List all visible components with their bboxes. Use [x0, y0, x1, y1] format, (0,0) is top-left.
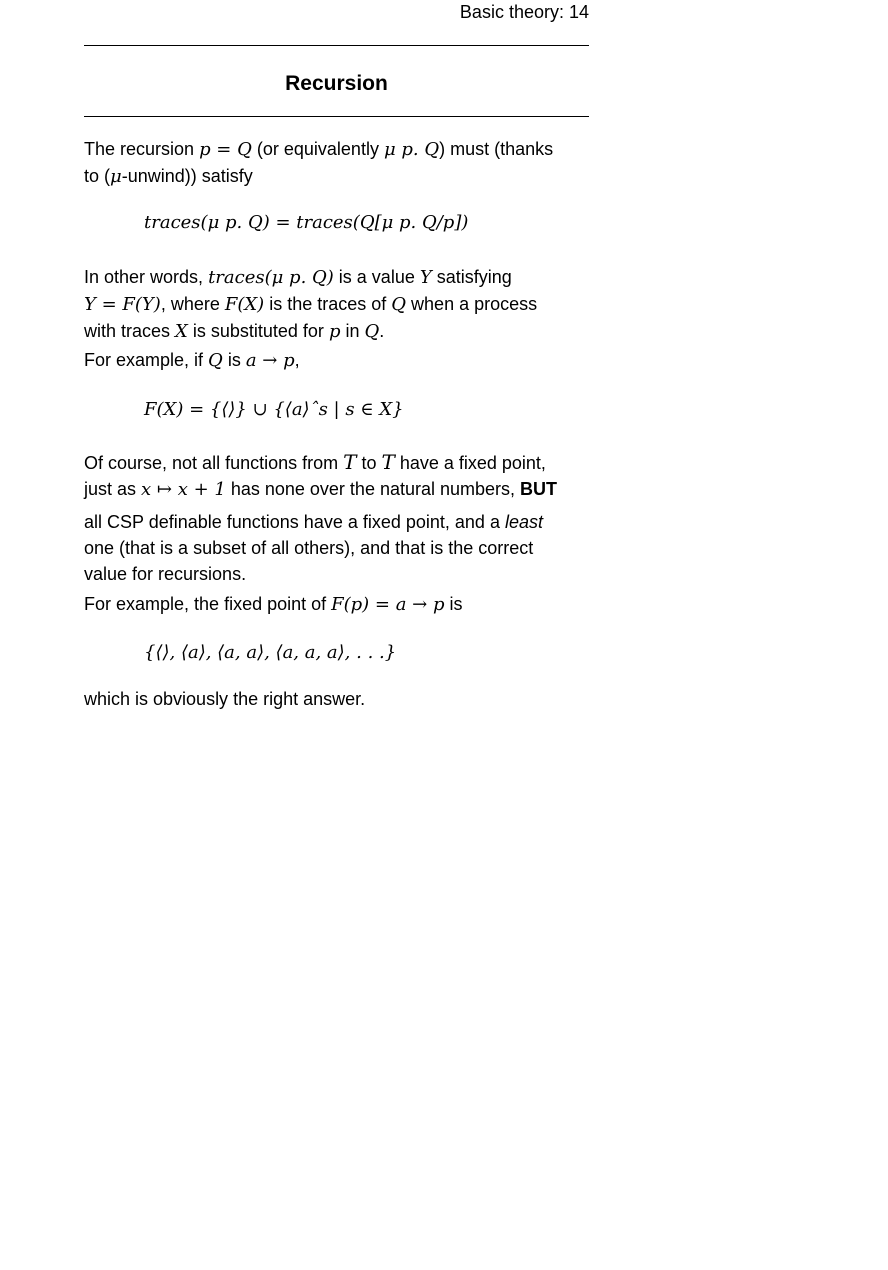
- display-equation-traces: traces(μ p. Q) = traces(Q[μ p. Q/p]): [144, 212, 469, 233]
- text-line: [84, 318, 594, 345]
- text: For example, the fixed point of: [84, 594, 332, 614]
- text-line: [84, 163, 594, 190]
- math: Q: [391, 294, 407, 315]
- math: p = Q: [199, 139, 252, 160]
- math-calligraphic-T: T: [381, 450, 395, 474]
- text-line: [84, 449, 594, 476]
- paragraph-fixed-point-example: [84, 591, 594, 618]
- text: , where: [160, 294, 225, 314]
- paragraph-of-course: [84, 449, 594, 587]
- emphasis-bold: BUT: [520, 479, 558, 499]
- text: to: [356, 453, 382, 473]
- math: traces(μ p. Q): [208, 267, 334, 288]
- math: Y: [419, 267, 432, 288]
- math: a → p: [245, 350, 295, 371]
- text: satisfying: [431, 267, 512, 287]
- text: just as: [84, 479, 142, 499]
- display-equation-F: F(X) = {⟨⟩} ∪ {⟨a⟩ˆs | s ∈ X}: [144, 399, 404, 420]
- text: ) must (thanks: [439, 139, 554, 159]
- text: .: [379, 321, 385, 341]
- title-rule: [84, 116, 589, 117]
- text-line: [84, 291, 594, 318]
- text: when a process: [406, 294, 538, 314]
- text-line: one (that is a subset of all others), and that is the correct: [84, 538, 534, 558]
- text: -unwind)) satisfy: [121, 166, 253, 186]
- math: μ p. Q: [383, 139, 440, 160]
- text: with traces: [84, 321, 176, 341]
- text-line: [84, 509, 594, 535]
- paragraph-conclusion: which is obviously the right answer.: [84, 689, 366, 709]
- math: μ: [110, 166, 122, 187]
- slide-title: Recursion: [285, 72, 388, 95]
- text: Of course, not all functions from: [84, 453, 344, 473]
- paragraph-fixed-point: [84, 264, 594, 345]
- page-header: Basic theory: 14: [459, 2, 589, 22]
- math: Y = F(Y): [84, 294, 161, 315]
- math: Q: [364, 321, 380, 342]
- math: p: [328, 321, 341, 342]
- text-line: [84, 347, 594, 374]
- text: has none over the natural numbers,: [225, 479, 521, 499]
- math: Q: [208, 350, 223, 371]
- text: The recursion: [84, 139, 200, 159]
- paragraph-example: [84, 347, 594, 374]
- text-line: [84, 591, 594, 618]
- text-line: [84, 264, 594, 291]
- math: F(X): [224, 294, 265, 315]
- paragraph-recursion-intro: [84, 136, 594, 190]
- text-line: value for recursions.: [84, 564, 247, 584]
- text: have a fixed point,: [394, 453, 546, 473]
- math: X: [175, 321, 188, 342]
- text-line: [84, 136, 594, 163]
- text: is a value: [333, 267, 420, 287]
- text: is substituted for: [187, 321, 329, 341]
- text: in: [340, 321, 365, 341]
- top-rule: [84, 45, 589, 46]
- math-calligraphic-T: T: [343, 450, 357, 474]
- text: is: [222, 350, 246, 370]
- text-line: [84, 476, 594, 503]
- text: is the traces of: [264, 294, 392, 314]
- text: In other words,: [84, 267, 209, 287]
- text: (or equivalently: [251, 139, 384, 159]
- text: to (: [84, 166, 111, 186]
- text: For example, if: [84, 350, 209, 370]
- emphasis-italic: least: [504, 512, 543, 532]
- math: F(p) = a → p: [331, 594, 445, 615]
- math: x ↦ x + 1: [141, 479, 226, 500]
- text: all CSP definable functions have a fixed point, and a: [84, 512, 505, 532]
- text: is: [444, 594, 463, 614]
- display-equation-set: {⟨⟩, ⟨a⟩, ⟨a, a⟩, ⟨a, a, a⟩, . . .}: [144, 642, 397, 663]
- text: ,: [294, 350, 300, 370]
